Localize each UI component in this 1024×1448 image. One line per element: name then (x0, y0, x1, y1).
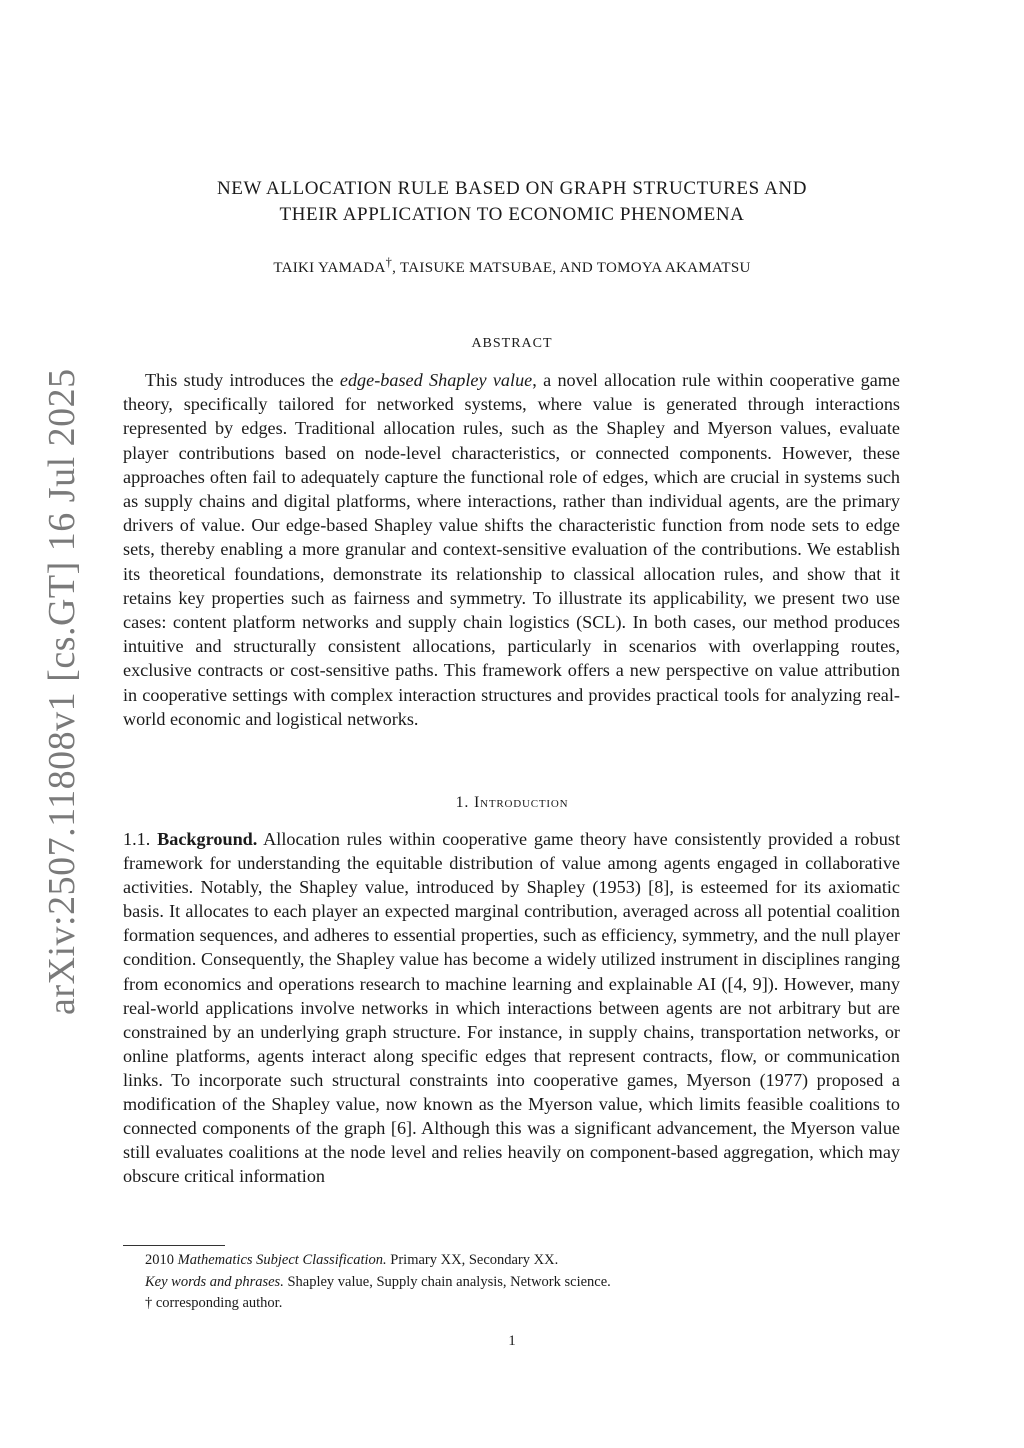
abstract-term: edge-based Shapley value (339, 370, 533, 390)
page-number: 1 (508, 1333, 516, 1349)
msc-text: Primary XX, Secondary XX. (386, 1252, 559, 1268)
corresponding-mark: † (385, 255, 393, 269)
abstract-text (123, 368, 900, 731)
msc-year: 2010 (145, 1252, 178, 1268)
background-text: Allocation rules within cooperative game theory have consistently provided a robust framework for understanding the equitable distribution of value among agents engaged in collaborative activities. Notably, the Shapley value, introduced by Shapley (1953) [8], is esteemed for its axiomatic basis. It allocates to each player an expected marginal contribution, averaged across all potential coalition formation sequences, and adheres to essential properties, such as efficiency, symmetry, and the null player condition. Consequently, the Shapley value has become a widely utilized instrument in disciplines ranging from economics and operations research to machine learning and explainable AI ([4, 9]). However, many real-world applications involve networks in which interactions between agents are not arbitrary but are constrained by an underlying graph structure. For instance, in supply chains, transportation networks, or online platforms, agents interact along specific edges that represent contracts, flow, or communication links. To incorporate such structural constraints into cooperative games, Myerson (1977) proposed a modification of the Shapley value, now known as the Myerson value, which limits feasible coalitions to connected components of the graph [6]. Although this was a significant advancement, the Myerson value still evaluates coalitions at the node level and relies heavily on component-based aggregation, which may obscure critical information (123, 829, 901, 1187)
footnote-msc (123, 1250, 900, 1272)
msc-label: Mathematics Subject Classification. (177, 1252, 387, 1268)
section-number: 1. (455, 794, 470, 811)
footnote-divider (123, 1245, 225, 1246)
footnotes (123, 1250, 900, 1315)
author-first: TAIKI YAMADA (273, 260, 386, 276)
paper-title (120, 176, 904, 228)
keywords-label: Key words and phrases. (145, 1273, 284, 1290)
footnote-corresponding: † corresponding author. (145, 1295, 283, 1311)
abstract-intro: This study introduces the (145, 370, 340, 390)
arxiv-identifier: arXiv:2507.11808v1 [cs.GT] 16 Jul 2025 (41, 368, 83, 1015)
title-line-2: THEIR APPLICATION TO ECONOMIC PHENOMENA (279, 204, 745, 225)
author-rest: , TAISUKE MATSUBAE, AND TOMOYA AKAMATSU (392, 260, 751, 276)
section-heading (120, 794, 904, 812)
author-list (120, 255, 904, 277)
title-line-1: NEW ALLOCATION RULE BASED ON GRAPH STRUCTURES AND (216, 178, 808, 199)
section-title: Introduction (474, 794, 569, 811)
abstract-body: , a novel allocation rule within cooperative game theory, specifically tailored for networked systems, where value is generated through interactions represented by edges. Traditional allocation rules, such as the Shapley and Myerson values, evaluate player contributions based on node-level characteristics, or connected components. However, these approaches often fail to adequately capture the functional role of edges, which are crucial in systems such as supply chains and digital platforms, where interactions, rather than individual agents, are the primary drivers of value. Our edge-based Shapley value shifts the characteristic function from node sets to edge sets, thereby enabling a more granular and context-sensitive evaluation of the contributions. We establish its theoretical foundations, demonstrate its relationship to classical allocation rules, and show that it retains key properties such as fairness and symmetry. To illustrate its applicability, we present two use cases: content platform networks and supply chain logistics (SCL). In both cases, our method produces intuitive and structurally consistent allocations, particularly in scenarios with overlapping routes, exclusive contracts or cost-sensitive paths. This framework offers a new perspective on value attribution in cooperative settings with complex interaction structures and provides practical tools for analyzing real-world economic and logistical networks. (123, 370, 900, 729)
subsection-number: 1.1. (123, 829, 151, 849)
background-paragraph (123, 827, 900, 1188)
abstract-heading: ABSTRACT (471, 336, 553, 351)
keywords-text: Shapley value, Supply chain analysis, Network science. (283, 1273, 611, 1290)
subsection-title: Background. (157, 829, 258, 849)
footnote-keywords (123, 1272, 900, 1294)
